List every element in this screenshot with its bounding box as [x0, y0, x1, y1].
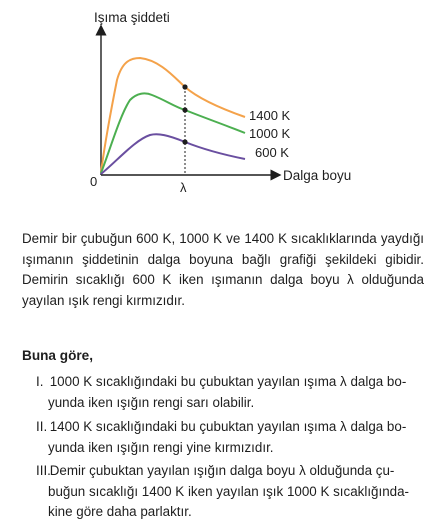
statement-1-number: I. — [36, 374, 44, 389]
statement-3-number: III. — [36, 463, 51, 478]
radiation-graph — [0, 0, 439, 205]
label-1400k: 1400 K — [249, 108, 291, 123]
y-axis-label: Işıma şiddeti — [94, 10, 170, 25]
statement-1-line1: 1000 K sıcaklığındaki bu çubuktan yayılan ışıma λ dalga bo- — [49, 374, 407, 389]
statement-3-line1: Demir çubuktan yayılan ışığın dalga boyu λ olduğunda çu- — [49, 463, 395, 478]
curve-1000k — [101, 93, 245, 173]
dot-600k — [182, 139, 187, 144]
curve-600k — [101, 134, 245, 174]
statement-2 — [36, 417, 426, 458]
statement-2-line1: 1400 K sıcaklığındaki bu çubuktan yayılan ışıma λ dalga bo- — [49, 419, 407, 434]
statement-3-line3: kine göre daha parlaktır. — [48, 504, 192, 519]
dot-1000k — [182, 107, 187, 112]
origin-label: 0 — [90, 174, 98, 189]
statement-1 — [36, 372, 426, 413]
label-1000k: 1000 K — [249, 126, 291, 141]
statement-2-line2: yunda iken ışığın rengi yine kırmızıdır. — [48, 439, 274, 455]
dot-1400k — [182, 84, 187, 89]
question-heading: Buna göre, — [22, 348, 93, 363]
statement-3-line2: buğun sıcaklığı 1400 K iken yayılan ışık 1000 K sıcaklığında- — [48, 483, 410, 499]
question-paragraph: Demir bir çubuğun 600 K, 1000 K ve 1400 K sıcaklıklarında yaydığı ışımanın şiddetinin dalga boyuna bağlı grafiği şekildeki gibidir. Demirin sıcaklığı 600 K iken ışımanın dalga boyu λ olduğunda yayılan ışık rengi kırmızıdır. — [22, 231, 424, 308]
statement-2-number: II. — [36, 419, 48, 434]
lambda-label: λ — [180, 180, 187, 195]
x-axis-label: Dalga boyu — [283, 168, 352, 183]
statement-3 — [36, 461, 426, 523]
statement-1-line2: yunda iken ışığın rengi sarı olabilir. — [48, 394, 255, 410]
label-600k: 600 K — [255, 145, 289, 160]
